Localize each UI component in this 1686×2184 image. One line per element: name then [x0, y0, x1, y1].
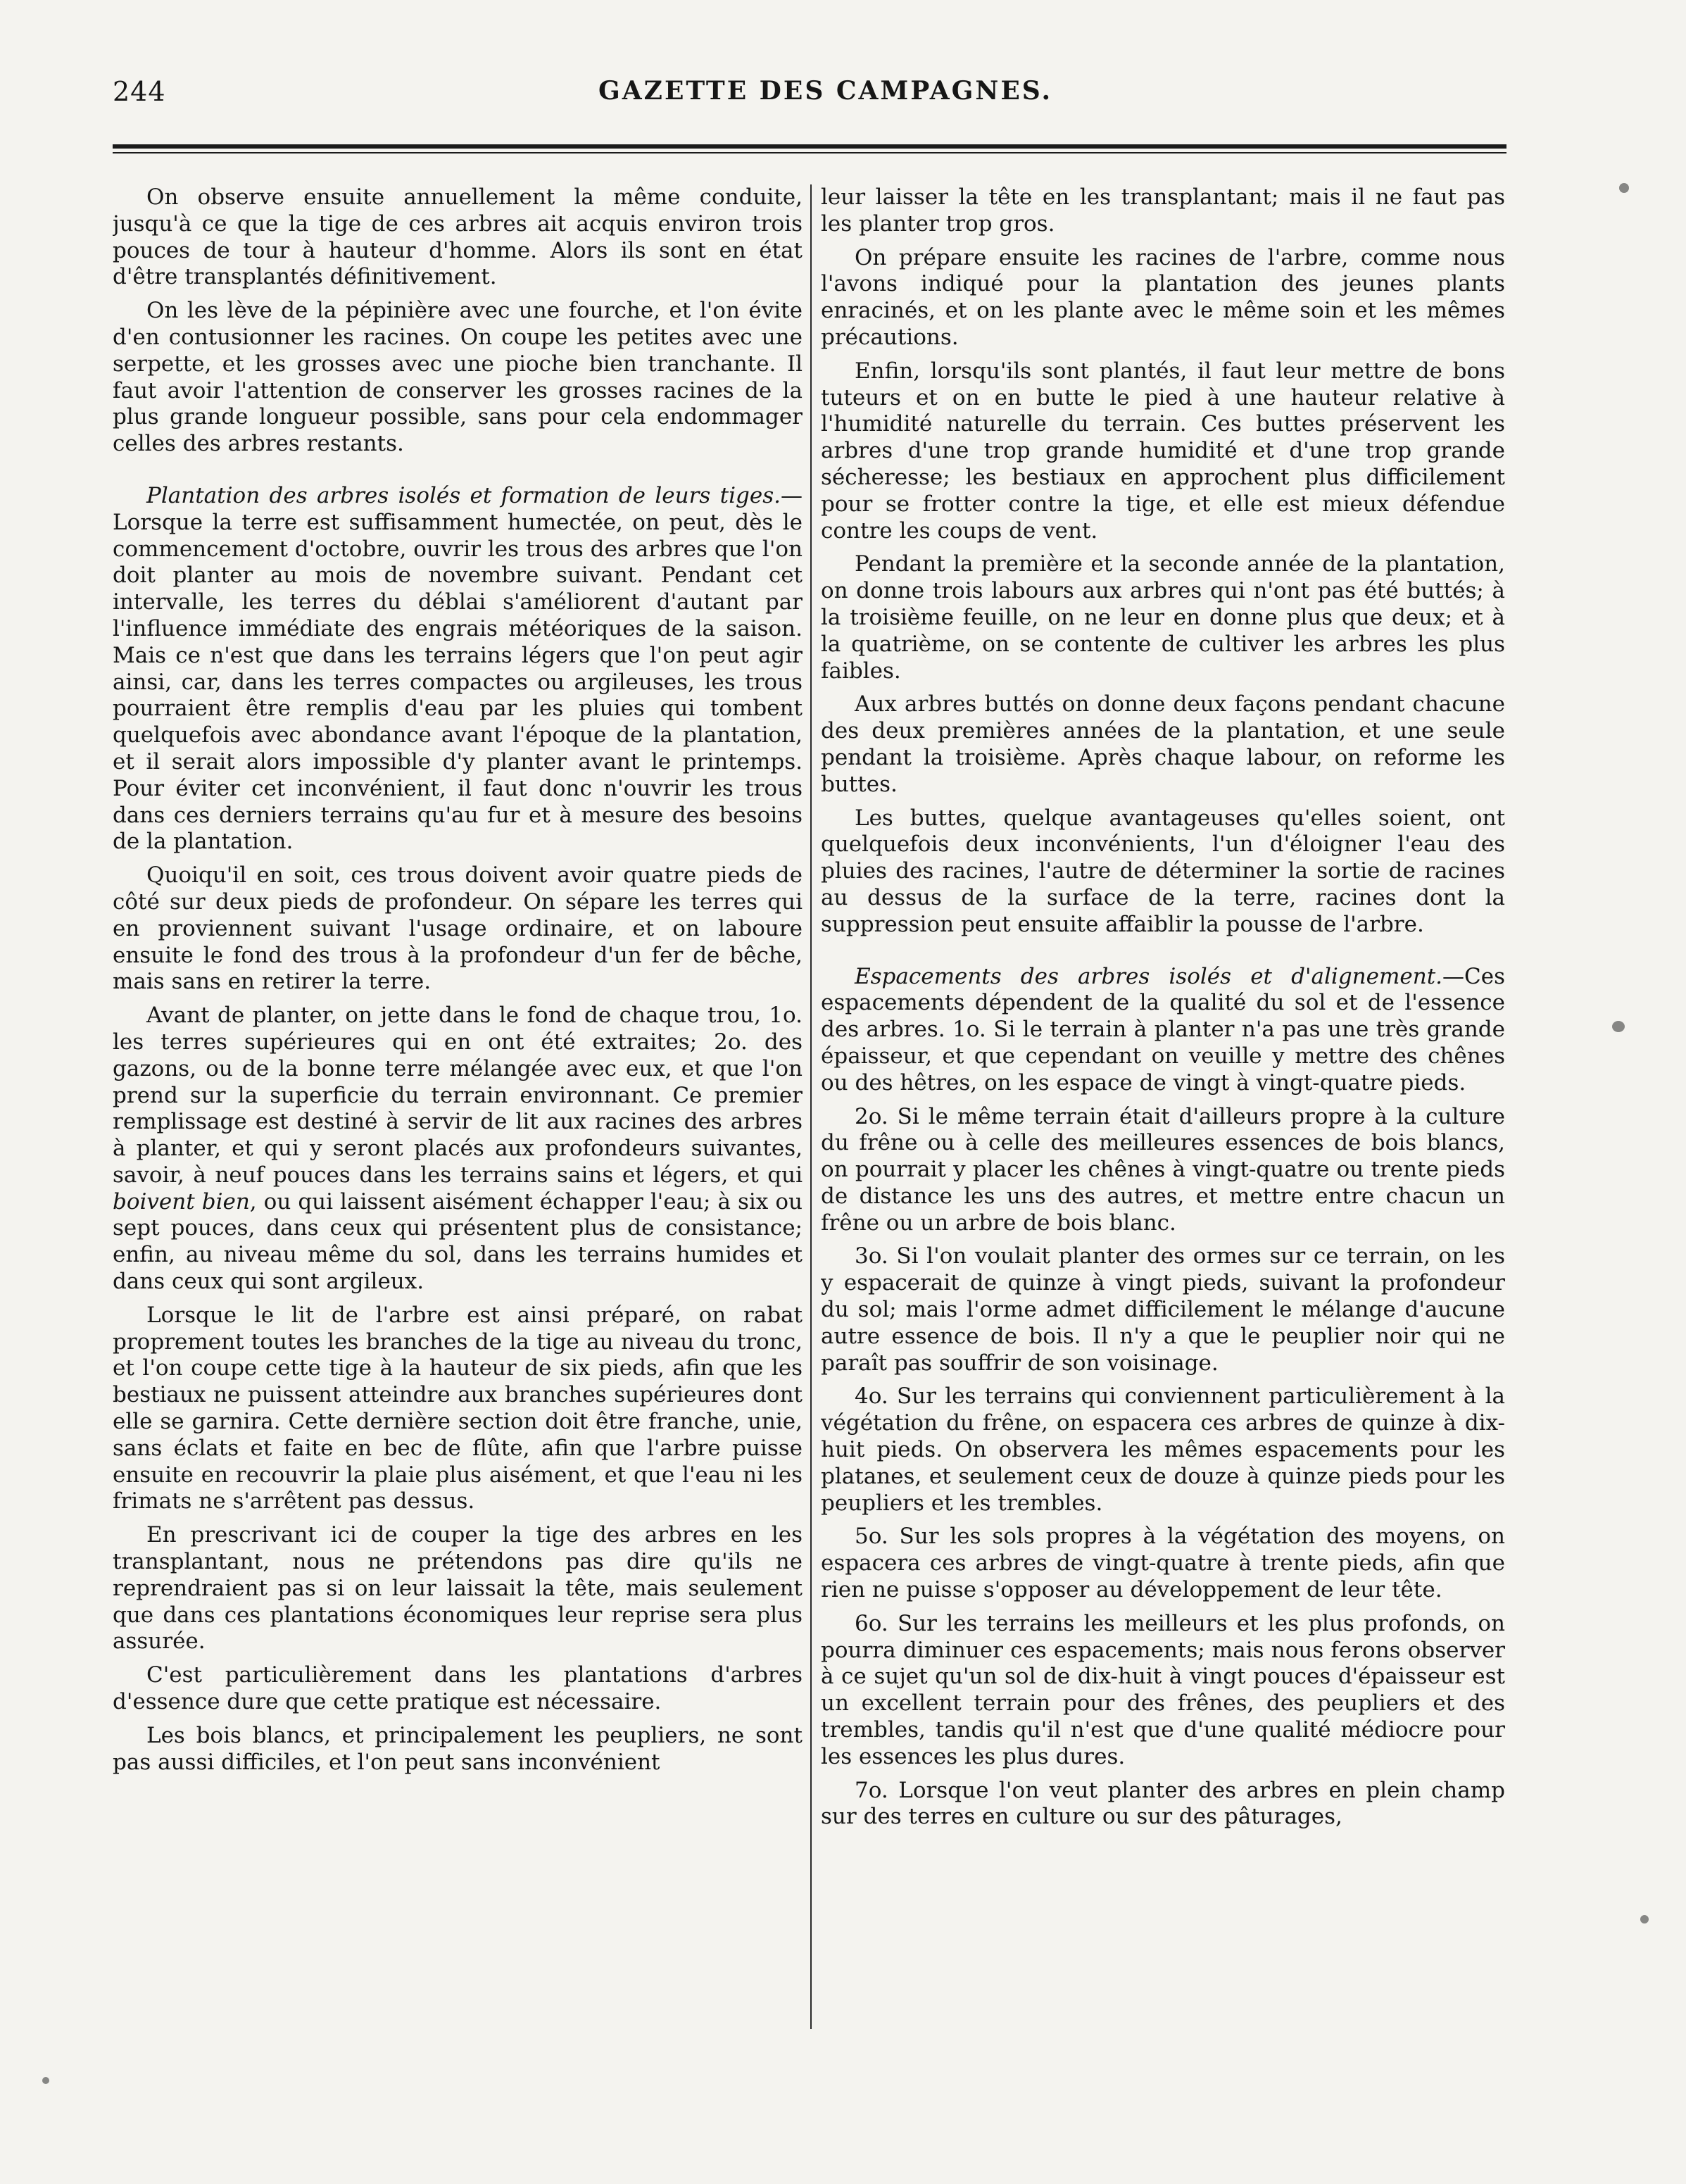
paragraph: Lorsque le lit de l'arbre est ainsi préparé, on rabat proprement toutes les branches de la tige au niveau du tronc, et l'on coupe cette tige à la hauteur de six pieds, afin que les bestiaux ne puissent atteindre aux branches supérieures dont elle se garnira. Cette dernière section doit être franche, unie, sans éclats et faite en bec de flûte, afin que l'arbre puisse ensuite en recouvrir la plaie plus aisément, et que l'eau ni les frimats ne s'arrêtent pas dessus. — [113, 1302, 803, 1514]
section-heading: Plantation des arbres isolés et formation de leurs tiges. — [146, 482, 781, 508]
paragraph-text: —Lorsque la terre est suffisamment humectée, on peut, dès le commencement d'octobre, ouvrir les trous des arbres que l'on doit planter au mois de novembre suivant. Pendant cet intervalle, les terres du déblai s'améliorent d'autant par l'influence immédiate des engrais météoriques de la saison. Mais ce n'est que dans les terrains légers que l'on peut agir ainsi, car, dans les terres compactes ou argileuses, les trous pourraient être remplis d'eau par les pluies qui tombent quelquefois avec abondance avant l'époque de la plantation, et il serait alors impossible d'y planter avant le printemps. Pour éviter cet inconvénient, il faut donc n'ouvrir les trous dans ces derniers terrains qu'au fur et à mesure des besoins de la plantation. — [113, 482, 803, 855]
header-rule-thin — [113, 152, 1506, 153]
paragraph: Enfin, lorsqu'ils sont plantés, il faut leur mettre de bons tuteurs et on en butte le pied à une hauteur relative à l'humidité naturelle du terrain. Ces buttes préservent les arbres d'une trop grande humidité et d'une trop grande sécheresse; les bestiaux en approchent plus difficilement pour se frotter contre la tige, et elle est mieux défendue contre les coups de vent. — [821, 358, 1505, 544]
header-rule — [113, 144, 1506, 149]
paragraph: 7o. Lorsque l'on veut planter des arbres en plein champ sur des terres en culture ou sur des pâturages, — [821, 1777, 1505, 1830]
left-column — [113, 184, 803, 2015]
column-divider — [810, 184, 812, 2029]
section-heading: Espacements des arbres isolés et d'alignement. — [855, 963, 1443, 989]
running-title: GAZETTE DES CAMPAGNES. — [598, 76, 1053, 106]
page-number: 244 — [113, 76, 166, 107]
paragraph-text: Avant de planter, on jette dans le fond de chaque trou, 1o. les terres supérieures qui en ont été extraites; 2o. des gazons, ou de la bonne terre mélangée avec eux, et que l'on prend sur la superficie du terrain environnant. Ce premier remplissage est destiné à servir de lit aux racines des arbres à planter, et qui y seront placés aux profondeurs suivantes, savoir, à neuf pouces dans les terrains sains et légers, et qui — [113, 1003, 803, 1188]
paragraph: leur laisser la tête en les transplantant; mais il ne faut pas les planter trop gros. — [821, 184, 1505, 237]
paragraph: 6o. Sur les terrains les meilleurs et les plus profonds, on pourra diminuer ces espacements; mais nous ferons observer à ce sujet qu'un sol de dix-huit à vingt pouces d'épaisseur est un excellent terrain pour des frênes, des peupliers et des trembles, tandis qu'il n'est que d'une qualité médiocre pour les essences les plus dures. — [821, 1610, 1505, 1769]
paragraph-text: , ou qui laissent aisément échapper l'eau; à six ou sept pouces, dans ceux qui présentent plus de consistance; enfin, au niveau même du sol, dans les terrains humides et dans ceux qui sont argileux. — [113, 1188, 803, 1295]
paragraph: On les lève de la pépinière avec une fourche, et l'on évite d'en contusionner les racines. On coupe les petites avec une serpette, et les grosses avec une pioche bien tranchante. Il faut avoir l'attention de conserver les grosses racines de la plus grande longueur possible, sans pour cela endommager celles des arbres restants. — [113, 298, 803, 457]
print-speck — [1612, 1021, 1625, 1032]
paragraph: 5o. Sur les sols propres à la végétation des moyens, on espacera ces arbres de vingt-quatre à trente pieds, afin que rien ne puisse s'opposer au développement de leur tête. — [821, 1524, 1505, 1603]
paragraph: Aux arbres buttés on donne deux façons pendant chacune des deux premières années de la plantation, et une seule pendant la troisième. Après chaque labour, on reforme les buttes. — [821, 691, 1505, 797]
paragraph: 4o. Sur les terrains qui conviennent particulièrement à la végétation du frêne, on espacera ces arbres de quinze à dix-huit pieds. On observera les mêmes espacements pour les platanes, et seulement ceux de douze à quinze pieds pour les peupliers et les trembles. — [821, 1383, 1505, 1516]
print-speck — [1619, 183, 1629, 193]
paragraph: Les bois blancs, et principalement les peupliers, ne sont pas aussi difficiles, et l'on peut sans inconvénient — [113, 1722, 803, 1775]
paragraph: 2o. Si le même terrain était d'ailleurs propre à la culture du frêne ou à celle des meilleures essences de bois blancs, on pourrait y placer les chênes à vingt-quatre ou trente pieds de distance les uns des autres, et mettre entre chacun un frêne ou un arbre de bois blanc. — [821, 1103, 1505, 1236]
paragraph — [113, 1003, 803, 1295]
right-column — [821, 184, 1505, 2015]
print-speck — [42, 2077, 49, 2084]
paragraph: Pendant la première et la seconde année de la plantation, on donne trois labours aux arbres qui n'ont pas été buttés; à la troisième feuille, on ne leur en donne plus que deux; et à la quatrième, on se contente de cultiver les arbres les plus faibles. — [821, 551, 1505, 684]
paragraph: C'est particulièrement dans les plantations d'arbres d'essence dure que cette pratique est nécessaire. — [113, 1662, 803, 1715]
paragraph: On prépare ensuite les racines de l'arbre, comme nous l'avons indiqué pour la plantation des jeunes plants enracinés, et on les plante avec le même soin et les mêmes précautions. — [821, 244, 1505, 350]
paragraph: Quoiqu'il en soit, ces trous doivent avoir quatre pieds de côté sur deux pieds de profondeur. On sépare les terres qui en proviennent suivant l'usage ordinaire, et on laboure ensuite le fond des trous à la profondeur d'un fer de bêche, mais sans en retirer la terre. — [113, 862, 803, 995]
paragraph-text: —Ces espacements dépendent de la qualité du sol et de l'essence des arbres. 1o. Si le terrain à planter n'a pas une très grande épaisseur, et que cependant on veuille y mettre des chênes ou des hêtres, on les espace de vingt à vingt-quatre pieds. — [821, 963, 1505, 1096]
paragraph: On observe ensuite annuellement la même conduite, jusqu'à ce que la tige de ces arbres ait acquis environ trois pouces de tour à hauteur d'homme. Alors ils sont en état d'être transplantés définitivement. — [113, 184, 803, 290]
section-paragraph — [113, 483, 803, 855]
paragraph: Les buttes, quelque avantageuses qu'elles soient, ont quelquefois deux inconvénients, l'un d'éloigner l'eau des pluies des racines, l'autre de déterminer la sortie de racines au dessus de la surface de la terre, racines dont la suppression peut ensuite affaiblir la pousse de l'arbre. — [821, 805, 1505, 937]
paragraph: 3o. Si l'on voulait planter des ormes sur ce terrain, on les y espacerait de quinze à vingt pieds, suivant la profondeur du sol; mais l'orme admet difficilement le mélange d'aucune autre essence de bois. Il n'y a que le peuplier noir qui ne paraît pas souffrir de son voisinage. — [821, 1243, 1505, 1376]
section-paragraph — [821, 964, 1505, 1097]
paragraph: En prescrivant ici de couper la tige des arbres en les transplantant, nous ne prétendons pas dire qu'ils ne reprendraient pas si on leur laissait la tête, mais seulement que dans ces plantations économiques leur reprise sera plus assurée. — [113, 1522, 803, 1655]
page-header — [113, 76, 1506, 115]
emphasis-text: boivent bien — [113, 1188, 250, 1215]
print-speck — [1640, 1915, 1649, 1923]
